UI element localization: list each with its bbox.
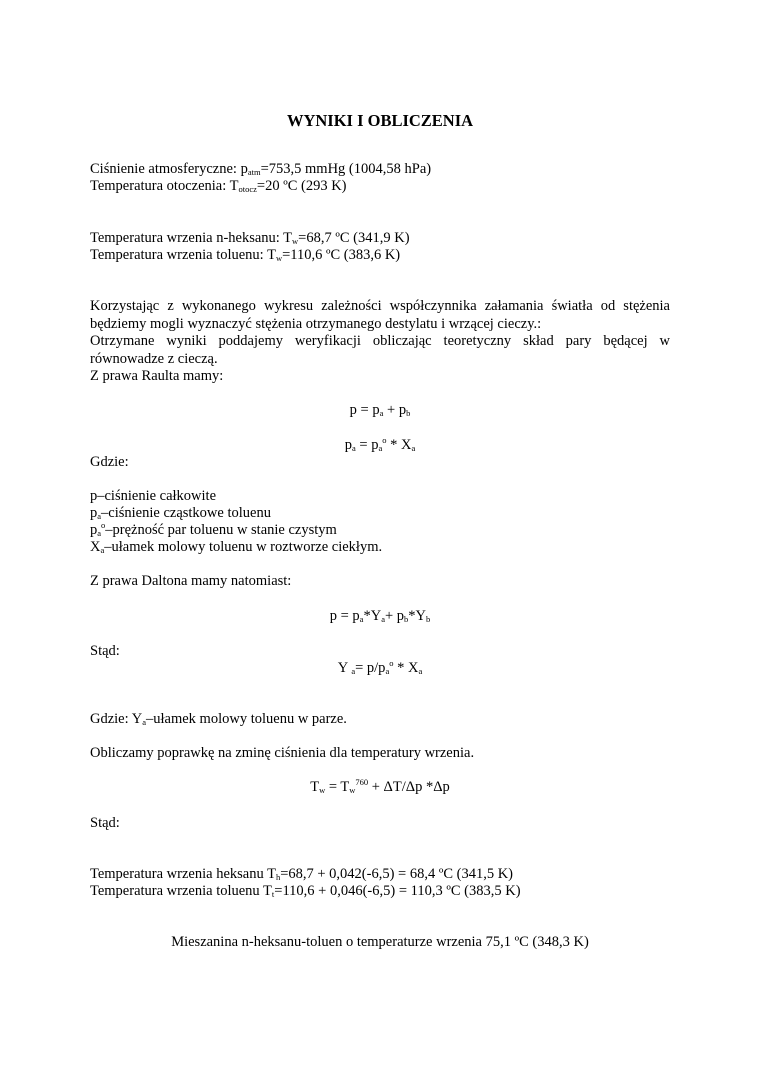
def-vapor-pressure: $p_a^o$–prężność par toluenu w stanie czystym [90,520,337,538]
verification-paragraph: Otrzymane wyniki poddajemy weryfikacji obliczając teoretyczny skład pary będącej w równowadze z cieczą. [90,333,670,367]
mixture-summary: Mieszanina n-heksanu-toluen o temperaturze wrzenia 75,1 ºC (348,3 K) [171,934,589,950]
equation-correction: $T_w = T_w^{760} + \Delta T/\Delta p$ *Δp [310,777,450,795]
result-toluene: Temperatura wrzenia toluenu $T_t=110,6 + 0,046(-6,5) = 110,3$ ºC (383,5 K) [90,883,521,899]
atmospheric-pressure-line: Ciśnienie atmosferyczne: $p_{atm}=753,5$ mmHg (1004,58 hPa) [90,161,432,177]
equation-raoult: $p_a = p_a^o * X_a$ [344,435,416,453]
def-mole-fraction-liquid: $X_a$–ułamek molowy toluenu w roztworze ciekłym. [90,539,383,555]
raoult-heading: Z prawa Raulta mamy: [90,368,224,384]
equation-total-pressure: $p = p_a + p_b$ [349,402,411,418]
gdzie-label: Gdzie: [90,454,129,470]
equation-dalton: $p = p_a*Y_a+ p_b*Y_b$ [329,608,431,624]
def-total-pressure: p–ciśnienie całkowite [90,488,217,504]
page-title: WYNIKI I OBLICZENIA [286,111,474,130]
intro-paragraph: Korzystając z wykonanego wykresu zależności współczynnika załamania światła od stężenia będziemy mogli wyznaczyć stężenia otrzymanego destylatu i wrzącej cieczy.: [90,298,670,332]
def-mole-fraction-vapor: Gdzie: $Y_a$–ułamek molowy toluenu w parze. [90,711,347,727]
ambient-temperature-line: Temperatura otoczenia: $T_{otocz}=20$ ºC (293 K) [90,178,347,194]
toluene-boiling-line: Temperatura wrzenia toluenu: $T_w=110,6$ ºC (383,6 K) [90,247,401,263]
hexane-boiling-line: Temperatura wrzenia n-heksanu: $T_w=68,7$ ºC (341,9 K) [90,230,410,246]
stad-label-1: Stąd: [90,643,120,659]
def-partial-pressure: $p_a$–ciśnienie cząstkowe toluenu [90,505,271,521]
result-hexane: Temperatura wrzenia heksanu $T_h=68,7 + 0,042(-6,5) = 68,4$ ºC (341,5 K) [90,866,514,882]
dalton-heading: Z prawa Daltona mamy natomiast: [90,573,292,589]
correction-text: Obliczamy poprawkę na zminę ciśnienia dla temperatury wrzenia. [90,745,475,761]
equation-vapor-fraction: Y $_a= p/p_a^o * X_a$ [337,658,423,676]
stad-label-2: Stąd: [90,815,120,831]
